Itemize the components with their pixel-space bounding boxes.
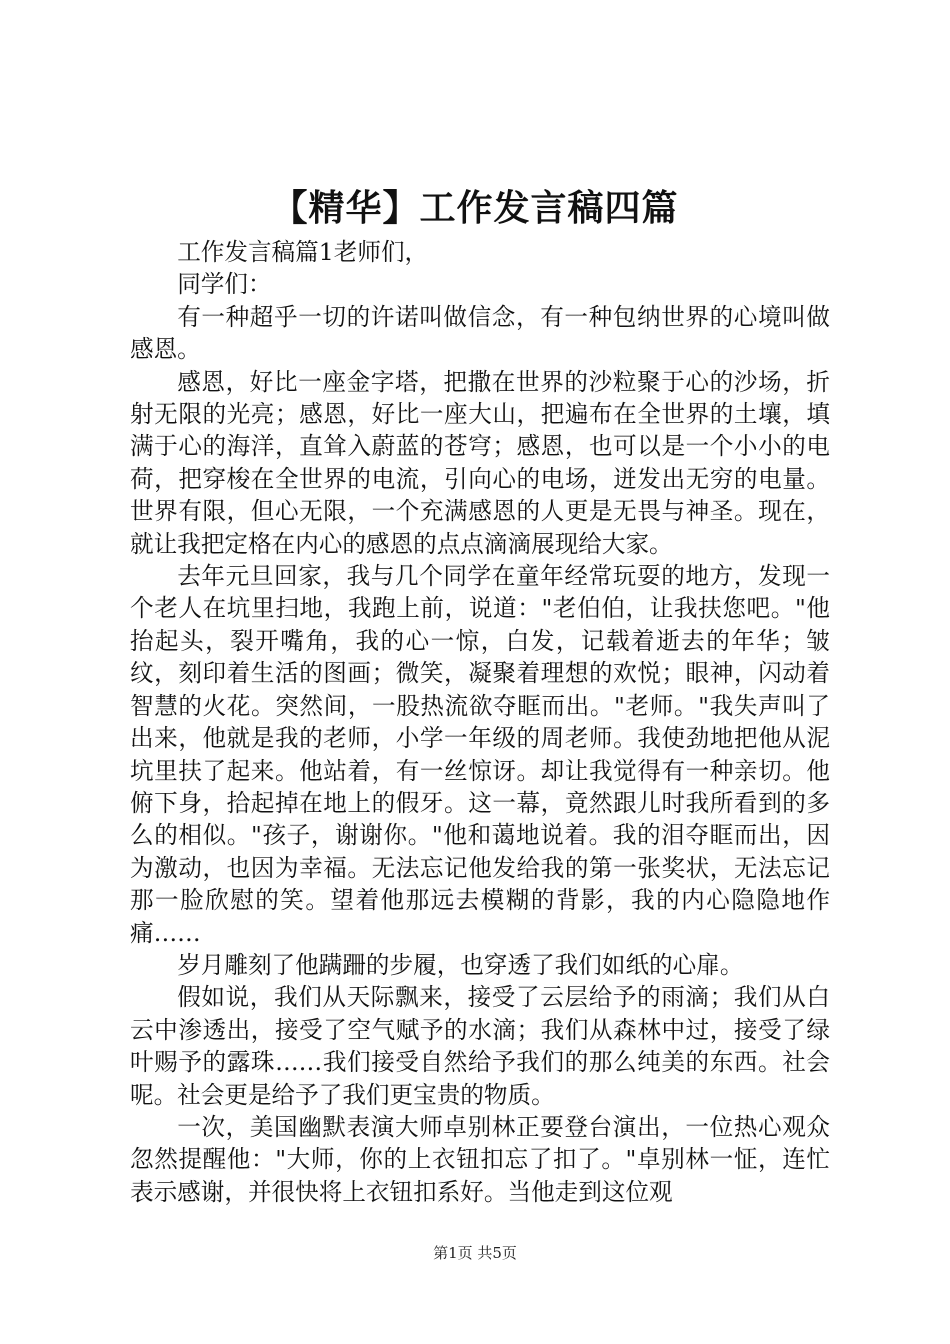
paragraph: 工作发言稿篇1老师们， xyxy=(177,238,429,266)
page-title: 【精华】工作发言稿四篇 xyxy=(271,187,679,229)
paragraph: 去年元旦回家，我与几个同学在童年经常玩耍的地方，发现一个老人在坑里扫地，我跑上前，说道："老伯伯，让我扶您吧。"他抬起头，裂开嘴角，我的心一惊，白发，记载着逝去的年华；皱纹，刻印着生活的图画；微笑，凝聚着理想的欢悦；眼神，闪动着智慧的火花。突然间，一股热流欲夺眶而出。"老师。"我失声叫了出来，他就是我的老师，小学一年级的周老师。我使劲地把他从泥坑里扶了起来。他站着，有一丝惊讶。却让我觉得有一种亲切。他俯下身，拾起掉在地上的假牙。这一幕，竟然跟儿时我所看到的多么的相似。"孩子，谢谢你。"他和蔼地说着。我的泪夺眶而出，因为激动，也因为幸福。无法忘记他发给我的第一张奖状，无法忘记那一脸欣慰的笑。望着他那远去模糊的背影，我的内心隐隐地作痛…… xyxy=(130,562,830,947)
paragraph: 一次，美国幽默表演大师卓别林正要登台演出，一位热心观众忽然提醒他："大师，你的上衣钮扣忘了扣了。"卓别林一怔，连忙表示感谢，并很快将上衣钮扣系好。当他走到这位观 xyxy=(130,1112,830,1206)
paragraph: 同学们： xyxy=(177,270,272,299)
paragraph: 感恩，好比一座金字塔，把撒在世界的沙粒聚于心的沙场，折射无限的光亮；感恩，好比一座大山，把遍布在全世界的土壤，填满于心的海洋，直耸入蔚蓝的苍穹；感恩，也可以是一个小小的电荷，把穿梭在全世界的电流，引向心的电场，迸发出无穷的电量。世界有限，但心无限，一个充满感恩的人更是无畏与神圣。现在，就让我把定格在内心的感恩的点点滴滴展现给大家。 xyxy=(130,367,830,558)
page-footer: 第1页 共5页 xyxy=(433,1244,517,1262)
paragraph: 有一种超乎一切的许诺叫做信念，有一种包纳世界的心境叫做感恩。 xyxy=(130,302,830,364)
paragraph: 假如说，我们从天际飘来，接受了云层给予的雨滴；我们从白云中渗透出，接受了空气赋予的水滴；我们从森林中过，接受了绿叶赐予的露珠……我们接受自然给予我们的那么纯美的东西。社会呢。社会更是给予了我们更宝贵的物质。 xyxy=(130,983,830,1109)
paragraph: 岁月雕刻了他蹒跚的步履，也穿透了我们如纸的心扉。 xyxy=(177,950,744,979)
document-body xyxy=(130,236,830,1208)
